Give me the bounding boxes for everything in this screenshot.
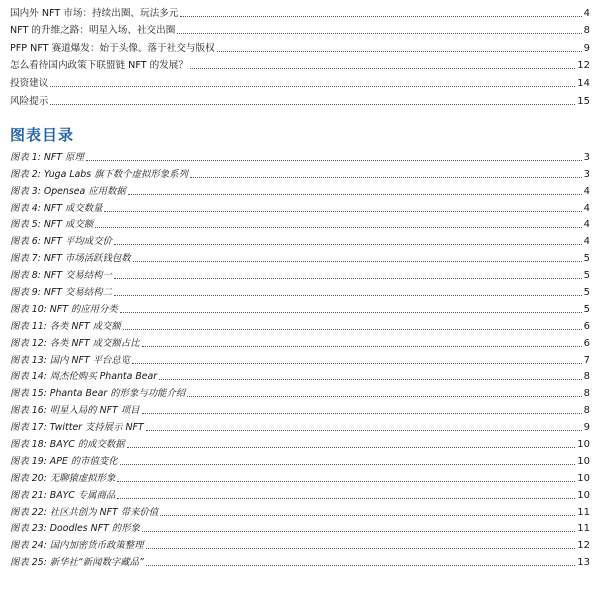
figure-entry-page: 5 [583, 303, 590, 315]
toc-entry-title: 投资建议 [10, 77, 49, 89]
figure-entry-title: 图表 7: NFT 市场活跃钱包数 [10, 253, 131, 265]
figure-entry-page: 6 [583, 320, 590, 332]
leader-dots [159, 379, 581, 380]
toc-entry[interactable] [10, 90, 590, 108]
figure-entry-title: 图表 14: 周杰伦购买 Phanta Bear [10, 371, 158, 383]
figure-entry-page: 5 [583, 253, 590, 265]
figure-entry-title: 图表 8: NFT 交易结构一 [10, 270, 112, 282]
figure-entry[interactable] [10, 299, 590, 316]
figure-entry-page: 11 [577, 523, 590, 535]
leader-dots [187, 396, 581, 397]
leader-dots [190, 68, 575, 69]
figure-entry-title: 图表 22: 社区共创为 NFT 带来价值 [10, 506, 159, 518]
figure-entry-page: 4 [583, 202, 590, 214]
figure-entry[interactable] [10, 181, 590, 198]
figure-entry-page: 5 [583, 287, 590, 299]
toc-entry-page: 15 [577, 95, 590, 107]
figure-entry-title: 图表 13: 国内 NFT 平台总览 [10, 354, 131, 366]
figure-entry[interactable] [10, 417, 590, 434]
figure-entry[interactable] [10, 231, 590, 248]
figure-entry[interactable] [10, 265, 590, 282]
figure-entry[interactable] [10, 485, 590, 502]
leader-dots [95, 227, 582, 228]
figure-entry-page: 12 [577, 540, 590, 552]
figure-entry[interactable] [10, 282, 590, 299]
figure-entry-page: 7 [583, 354, 590, 366]
figure-entry-title: 图表 24: 国内加密货币政策整理 [10, 540, 144, 552]
list-of-figures [10, 147, 590, 569]
figure-entry[interactable] [10, 316, 590, 333]
figure-entry[interactable] [10, 367, 590, 384]
leader-dots [142, 413, 582, 414]
figure-entry-page: 8 [583, 371, 590, 383]
toc-entry-page: 9 [583, 42, 590, 54]
figure-entry[interactable] [10, 198, 590, 215]
figure-entry[interactable] [10, 383, 590, 400]
leader-dots [190, 177, 582, 178]
figure-entry[interactable] [10, 350, 590, 367]
figure-entry-page: 10 [577, 439, 590, 451]
figure-entry[interactable] [10, 519, 590, 536]
figure-entry-title: 图表 12: 各类 NFT 成交额占比 [10, 337, 140, 349]
toc-entry[interactable] [10, 20, 590, 38]
leader-dots [50, 104, 575, 105]
figure-entry-page: 4 [583, 185, 590, 197]
leader-dots [146, 430, 582, 431]
figure-entry-page: 9 [583, 422, 590, 434]
figure-entry-title: 图表 17: Twitter 支持展示 NFT [10, 422, 144, 434]
figure-entry-title: 图表 15: Phanta Bear 的形象与功能介绍 [10, 388, 186, 400]
figure-entry-title: 图表 5: NFT 成交额 [10, 219, 94, 231]
leader-dots [117, 498, 575, 499]
leader-dots [114, 295, 582, 296]
leader-dots [120, 464, 576, 465]
figure-entry-page: 4 [583, 236, 590, 248]
figure-entry-title: 图表 4: NFT 成交数量 [10, 202, 103, 214]
leader-dots [146, 565, 575, 566]
figure-entry[interactable] [10, 434, 590, 451]
figure-entry[interactable] [10, 164, 590, 181]
toc-entry-title: PFP NFT 赛道爆发：始于头像、落于社交与版权 [10, 42, 215, 54]
toc-entry-title: 风险提示 [10, 95, 49, 107]
leader-dots [177, 33, 581, 34]
figure-entry[interactable] [10, 451, 590, 468]
figure-entry-title: 图表 11: 各类 NFT 成交额 [10, 320, 121, 332]
leader-dots [86, 160, 582, 161]
figure-entry[interactable] [10, 147, 590, 164]
leader-dots [133, 261, 582, 262]
leader-dots [132, 363, 581, 364]
table-of-contents [10, 2, 590, 108]
figure-entry-title: 图表 1: NFT 原理 [10, 151, 84, 163]
leader-dots [128, 194, 582, 195]
toc-entry-title: 怎么看待国内政策下联盟链 NFT 的发展？ [10, 60, 188, 72]
figure-entry[interactable] [10, 502, 590, 519]
figure-entry-title: 图表 10: NFT 的应用分类 [10, 303, 118, 315]
leader-dots [117, 481, 575, 482]
toc-entry-page: 14 [577, 77, 590, 89]
toc-entry-page: 4 [583, 7, 590, 19]
leader-dots [120, 312, 582, 313]
figure-entry-title: 图表 21: BAYC 专属商品 [10, 489, 116, 501]
figure-entry-title: 图表 3: Opensea 应用数据 [10, 185, 126, 197]
figure-entry-title: 图表 6: NFT 平均成交价 [10, 236, 112, 248]
figures-heading: 图表目录 [10, 126, 75, 144]
toc-entry-page: 12 [577, 60, 590, 72]
figure-entry[interactable] [10, 333, 590, 350]
figure-entry-title: 图表 20: 无聊猿虚拟形象 [10, 472, 116, 484]
figure-entry-page: 8 [583, 388, 590, 400]
leader-dots [104, 211, 581, 212]
leader-dots [123, 329, 582, 330]
leader-dots [114, 278, 582, 279]
toc-entry[interactable] [10, 37, 590, 55]
figure-entry-title: 图表 9: NFT 交易结构二 [10, 287, 112, 299]
figure-entry-page: 8 [583, 405, 590, 417]
figure-entry-title: 图表 18: BAYC 的成交数据 [10, 439, 125, 451]
figure-entry-page: 10 [577, 455, 590, 467]
toc-entry-title: NFT 的升维之路：明星入场、社交出圈 [10, 25, 176, 37]
figure-entry[interactable] [10, 400, 590, 417]
figure-entry-title: 图表 16: 明星入局的 NFT 项目 [10, 405, 140, 417]
figure-entry-page: 6 [583, 337, 590, 349]
leader-dots [146, 548, 576, 549]
figure-entry-page: 5 [583, 270, 590, 282]
figure-entry-page: 3 [583, 151, 590, 163]
figure-entry[interactable] [10, 468, 590, 485]
leader-dots [217, 51, 582, 52]
toc-entry-title: 国内外 NFT 市场：持续出圈、玩法多元 [10, 7, 179, 19]
toc-entry[interactable] [10, 72, 590, 90]
leader-dots [142, 346, 582, 347]
leader-dots [127, 447, 576, 448]
figure-entry-title: 图表 19: APE 的市值变化 [10, 455, 118, 467]
figure-entry-title: 图表 23: Doodles NFT 的形象 [10, 523, 140, 535]
leader-dots [160, 515, 575, 516]
figure-entry-page: 10 [577, 472, 590, 484]
figure-entry-page: 3 [583, 168, 590, 180]
figure-entry[interactable] [10, 552, 590, 569]
figure-entry-page: 4 [583, 219, 590, 231]
leader-dots [50, 86, 575, 87]
leader-dots [142, 531, 575, 532]
toc-entry[interactable] [10, 55, 590, 73]
figure-entry[interactable] [10, 215, 590, 232]
leader-dots [180, 16, 581, 17]
figure-entry-page: 10 [577, 489, 590, 501]
figure-entry[interactable] [10, 248, 590, 265]
figure-entry[interactable] [10, 535, 590, 552]
figure-entry-page: 13 [577, 557, 590, 569]
leader-dots [114, 244, 582, 245]
figure-entry-title: 图表 25: 新华社“新闻数字藏品” [10, 557, 144, 569]
toc-entry[interactable] [10, 2, 590, 20]
figure-entry-title: 图表 2: Yuga Labs 旗下数个虚拟形象系列 [10, 168, 188, 180]
toc-entry-page: 8 [583, 25, 590, 37]
figure-entry-page: 11 [577, 506, 590, 518]
